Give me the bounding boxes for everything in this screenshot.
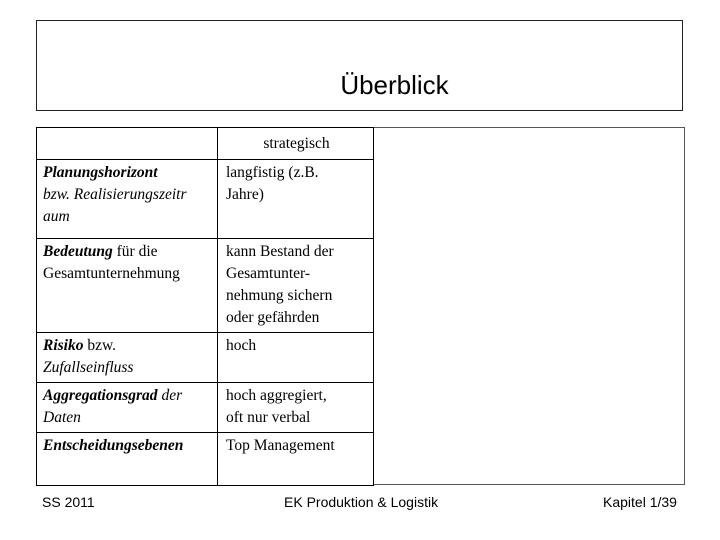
- label-line: Daten: [43, 409, 81, 426]
- value-line: nehmung sichern: [226, 287, 333, 304]
- header-empty-cell: [37, 128, 218, 160]
- table-row: [37, 160, 374, 239]
- table-row: [37, 333, 374, 383]
- value-line: Top Management: [226, 437, 335, 454]
- value-line: hoch: [226, 337, 257, 354]
- label-bold: Planungshorizont: [43, 164, 158, 181]
- label-line: Gesamtunternehmung: [43, 265, 180, 282]
- row-label-bedeutung: [37, 239, 218, 333]
- comparison-table: [36, 127, 374, 486]
- value-line: hoch aggregiert,: [226, 387, 327, 404]
- header-strategisch: strategisch: [218, 128, 374, 160]
- table-header-row: [37, 128, 374, 160]
- table-row: [37, 383, 374, 433]
- row-value-bedeutung: [218, 239, 374, 333]
- row-label-aggregationsgrad: [37, 383, 218, 433]
- row-label-planungshorizont: [37, 160, 218, 239]
- value-line: oder gefährden: [226, 309, 320, 326]
- label-suffix: der: [157, 387, 183, 404]
- label-bold: Entscheidungsebenen: [43, 437, 184, 454]
- footer-semester: SS 2011: [42, 494, 95, 510]
- row-label-entscheidungsebenen: [37, 433, 218, 486]
- label-line: aum: [43, 208, 70, 225]
- label-bold: Risiko: [43, 337, 84, 354]
- footer-page-number: Kapitel 1/39: [603, 494, 677, 510]
- table-row: [37, 239, 374, 333]
- value-line: langfistig (z.B.: [226, 164, 319, 181]
- row-label-risiko: [37, 333, 218, 383]
- label-suffix: für die: [112, 243, 158, 260]
- title-box: [36, 20, 683, 111]
- label-line: bzw. Realisierungszeitr: [43, 186, 187, 203]
- label-suffix: bzw.: [83, 337, 117, 354]
- label-line: Zufallseinfluss: [43, 359, 134, 376]
- row-value-planungshorizont: [218, 160, 374, 239]
- row-value-risiko: [218, 333, 374, 383]
- label-bold: Bedeutung: [43, 243, 113, 260]
- table-row: [37, 433, 374, 486]
- row-value-aggregationsgrad: [218, 383, 374, 433]
- footer-course: EK Produktion & Logistik: [284, 494, 439, 510]
- value-line: oft nur verbal: [226, 409, 311, 426]
- empty-right-panel: [373, 127, 685, 485]
- value-line: Jahre): [226, 186, 264, 203]
- label-bold: Aggregationsgrad: [43, 387, 158, 404]
- value-line: Gesamtunter-: [226, 265, 311, 282]
- row-value-entscheidungsebenen: [218, 433, 374, 486]
- value-line: kann Bestand der: [226, 243, 334, 260]
- slide-title: Überblick: [340, 70, 449, 100]
